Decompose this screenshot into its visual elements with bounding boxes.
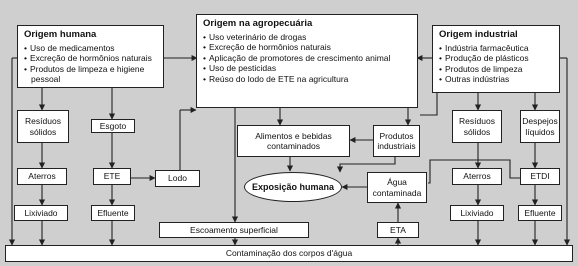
node-lodo: Lodo bbox=[155, 170, 200, 187]
node-eta: ETA bbox=[377, 222, 419, 238]
node-residuos-solidos-right: Resíduos sólidos bbox=[452, 110, 502, 143]
list-item: • Uso veterinário de drogas bbox=[203, 32, 411, 43]
node-agua-contaminada: Água contaminada bbox=[367, 172, 427, 203]
list-item: • Produtos de limpeza bbox=[439, 64, 553, 75]
source-human-title: Origem humana bbox=[24, 29, 97, 40]
node-exposicao-humana: Exposição humana bbox=[244, 172, 342, 202]
list-item: • Produção de plásticos bbox=[439, 53, 553, 64]
list-item: • Excreção de hormônios naturais bbox=[203, 42, 411, 53]
list-item: • Excreção de hormônios naturais bbox=[24, 53, 157, 64]
list-item: • Reúso do lodo de ETE na agricultura bbox=[203, 74, 411, 85]
list-item: • Produtos de limpeza e higiene pessoal bbox=[24, 64, 157, 85]
node-escoamento: Escoamento superficial bbox=[159, 222, 309, 238]
list-item: • Indústria farmacêutica bbox=[439, 43, 553, 54]
node-residuos-solidos-left: Resíduos sólidos bbox=[17, 110, 69, 143]
node-aterros-left: Aterros bbox=[17, 168, 67, 185]
node-efluente-left: Efluente bbox=[91, 205, 135, 221]
node-alimentos: Alimentos e bebidas contaminados bbox=[237, 125, 350, 157]
source-agro-list bbox=[203, 32, 411, 85]
source-industrial-title: Origem industrial bbox=[439, 29, 518, 40]
node-despejos-liquidos: Despejos líquidos bbox=[520, 110, 560, 143]
node-lixiviado-left: Lixiviado bbox=[14, 205, 68, 221]
node-aterros-right: Aterros bbox=[452, 168, 502, 185]
node-contaminacao: Contaminação dos corpos d'água bbox=[5, 245, 573, 262]
node-produtos-industriais: Produtos industriais bbox=[373, 125, 420, 157]
node-efluente-right: Efluente bbox=[518, 205, 562, 221]
source-industrial-box bbox=[432, 25, 560, 93]
node-ete: ETE bbox=[93, 168, 131, 185]
list-item: • Uso de pesticidas bbox=[203, 63, 411, 74]
source-human-list bbox=[24, 43, 157, 85]
source-industrial-list bbox=[439, 43, 553, 85]
source-agro-box bbox=[196, 14, 418, 108]
source-agro-title: Origem na agropecuária bbox=[203, 18, 313, 29]
list-item: • Outras indústrias bbox=[439, 74, 553, 85]
node-lixiviado-right: Lixiviado bbox=[450, 205, 504, 221]
source-human-box bbox=[17, 25, 164, 88]
node-esgoto: Esgoto bbox=[91, 119, 135, 133]
list-item: • Uso de medicamentos bbox=[24, 43, 157, 54]
node-etdi: ETDI bbox=[520, 168, 560, 185]
list-item: • Aplicação de promotores de crescimento animal bbox=[203, 53, 411, 64]
